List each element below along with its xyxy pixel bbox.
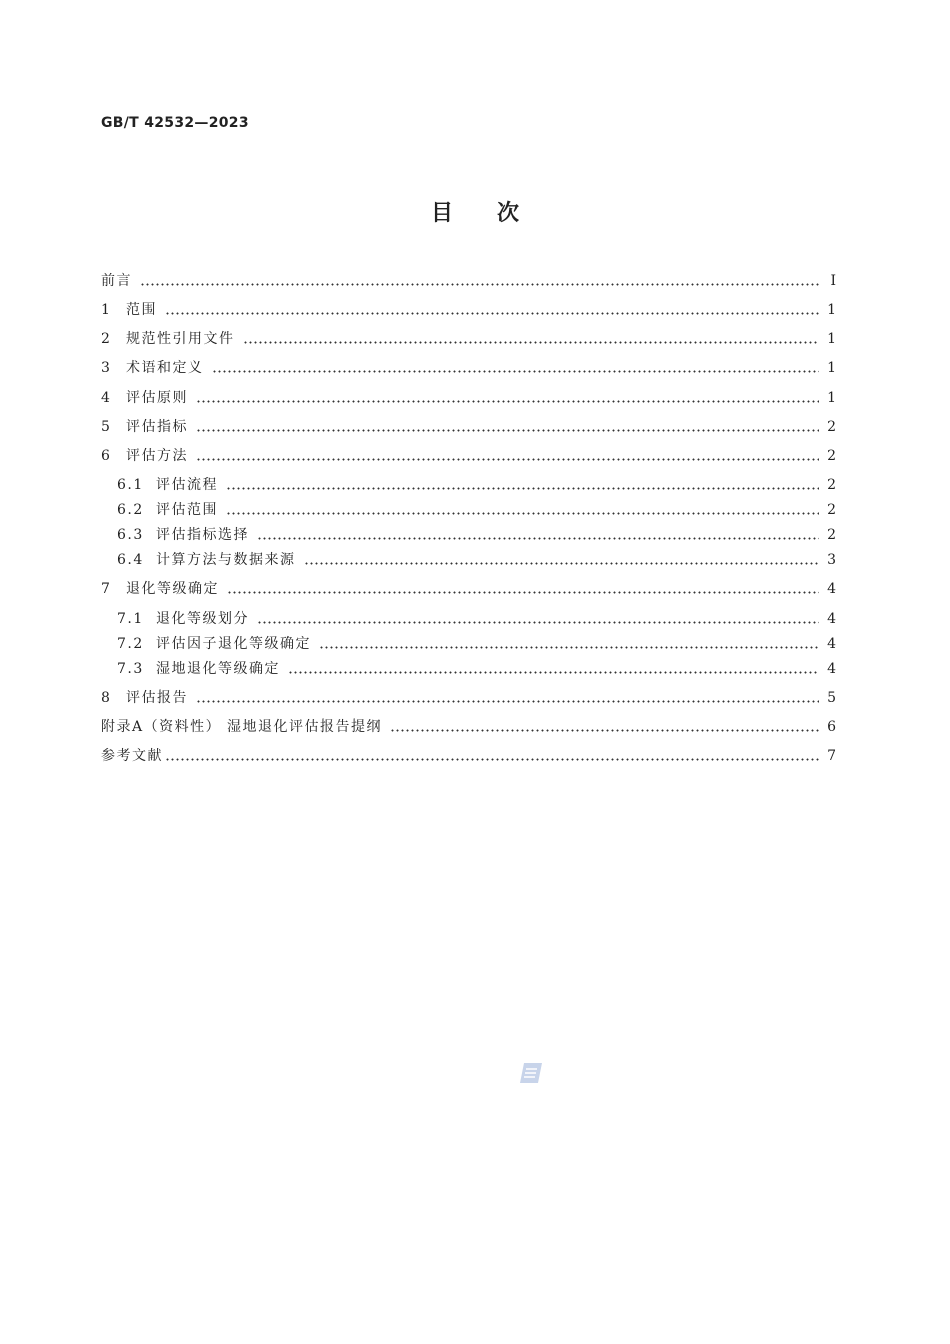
standard-code: GB/T 42532—2023 <box>101 115 249 131</box>
toc-entry-7-3[interactable] <box>101 658 836 680</box>
toc-page: 6 <box>827 719 836 735</box>
toc-label: 前言 <box>101 273 132 289</box>
toc-page: 1 <box>827 390 836 406</box>
dot-leader <box>165 758 819 761</box>
dot-leader <box>243 341 820 344</box>
toc-entry-references[interactable] <box>101 745 836 767</box>
dot-leader <box>212 370 820 373</box>
toc-page: 4 <box>827 636 836 652</box>
toc-entry-2[interactable] <box>101 328 836 350</box>
toc-label: 湿地退化等级确定 <box>156 661 280 677</box>
dot-leader <box>196 458 819 461</box>
toc-number: 7.3 <box>117 661 144 677</box>
toc-page: 1 <box>827 302 836 318</box>
dot-leader <box>196 429 819 432</box>
dot-leader <box>226 487 819 490</box>
dot-leader <box>165 312 819 315</box>
sac-logo-icon <box>518 1061 544 1085</box>
toc-page: 2 <box>827 448 836 464</box>
toc-label: 规范性引用文件 <box>126 331 235 347</box>
dot-leader <box>390 729 819 732</box>
toc-label: 参考文献 <box>101 748 163 764</box>
toc-entry-7-1[interactable] <box>101 608 836 630</box>
toc-number: 8 <box>101 690 112 706</box>
toc-entry-6[interactable] <box>101 445 836 467</box>
toc-number: 6 <box>101 448 112 464</box>
toc-number: 6.4 <box>117 552 144 568</box>
toc-label: 退化等级确定 <box>126 581 219 597</box>
toc-label: 计算方法与数据来源 <box>156 552 296 568</box>
toc-entry-8[interactable] <box>101 687 836 709</box>
toc-entry-foreword[interactable] <box>101 270 836 292</box>
toc-label: 附录A（资料性） 湿地退化评估报告提纲 <box>101 719 383 735</box>
toc-label: 术语和定义 <box>126 360 204 376</box>
toc-entry-6-3[interactable] <box>101 524 836 546</box>
toc-entry-4[interactable] <box>101 387 836 409</box>
toc-number: 2 <box>101 331 112 347</box>
toc-number: 7.1 <box>117 611 144 627</box>
toc-page: 1 <box>827 360 836 376</box>
toc-label: 评估方法 <box>126 448 188 464</box>
toc-page: 1 <box>827 331 836 347</box>
dot-leader <box>257 621 819 624</box>
toc-page: 4 <box>827 611 836 627</box>
toc-label: 评估流程 <box>156 477 218 493</box>
toc-page: Ⅰ <box>830 273 836 289</box>
dot-leader <box>257 537 819 540</box>
toc-page: 7 <box>827 748 836 764</box>
toc-number: 3 <box>101 360 112 376</box>
toc-entry-appendix-a[interactable] <box>101 716 836 738</box>
toc-label: 评估指标选择 <box>156 527 249 543</box>
dot-leader <box>288 671 819 674</box>
toc-entry-6-4[interactable] <box>101 549 836 571</box>
toc-label: 退化等级划分 <box>156 611 249 627</box>
toc-entry-5[interactable] <box>101 416 836 438</box>
toc-entry-6-2[interactable] <box>101 499 836 521</box>
toc-number: 5 <box>101 419 112 435</box>
toc-entry-7-2[interactable] <box>101 633 836 655</box>
dot-leader <box>227 591 819 594</box>
toc-number: 7 <box>101 581 112 597</box>
toc-page: 2 <box>827 527 836 543</box>
toc-number: 7.2 <box>117 636 144 652</box>
toc-label: 评估报告 <box>126 690 188 706</box>
toc-label: 评估原则 <box>126 390 188 406</box>
toc-entry-3[interactable] <box>101 357 836 379</box>
toc-page: 4 <box>827 581 836 597</box>
toc-number: 6.2 <box>117 502 144 518</box>
toc-label: 评估因子退化等级确定 <box>156 636 311 652</box>
toc-page: 4 <box>827 661 836 677</box>
page-title: 目次 <box>430 201 563 226</box>
dot-leader <box>196 700 819 703</box>
toc-label: 评估指标 <box>126 419 188 435</box>
dot-leader <box>319 646 819 649</box>
toc-page: 2 <box>827 502 836 518</box>
dot-leader <box>226 512 819 515</box>
toc-label: 范围 <box>126 302 157 318</box>
toc-page: 2 <box>827 477 836 493</box>
toc-number: 6.3 <box>117 527 144 543</box>
dot-leader <box>304 562 820 565</box>
dot-leader <box>196 400 819 403</box>
toc-page: 3 <box>827 552 836 568</box>
toc-number: 4 <box>101 390 112 406</box>
toc-number: 6.1 <box>117 477 144 493</box>
toc-entry-6-1[interactable] <box>101 474 836 496</box>
toc-entry-7[interactable] <box>101 578 836 600</box>
toc-label: 评估范围 <box>156 502 218 518</box>
toc-page: 5 <box>827 690 836 706</box>
toc-number: 1 <box>101 302 112 318</box>
toc-page: 2 <box>827 419 836 435</box>
toc-entry-1[interactable] <box>101 299 836 321</box>
dot-leader <box>140 283 820 286</box>
